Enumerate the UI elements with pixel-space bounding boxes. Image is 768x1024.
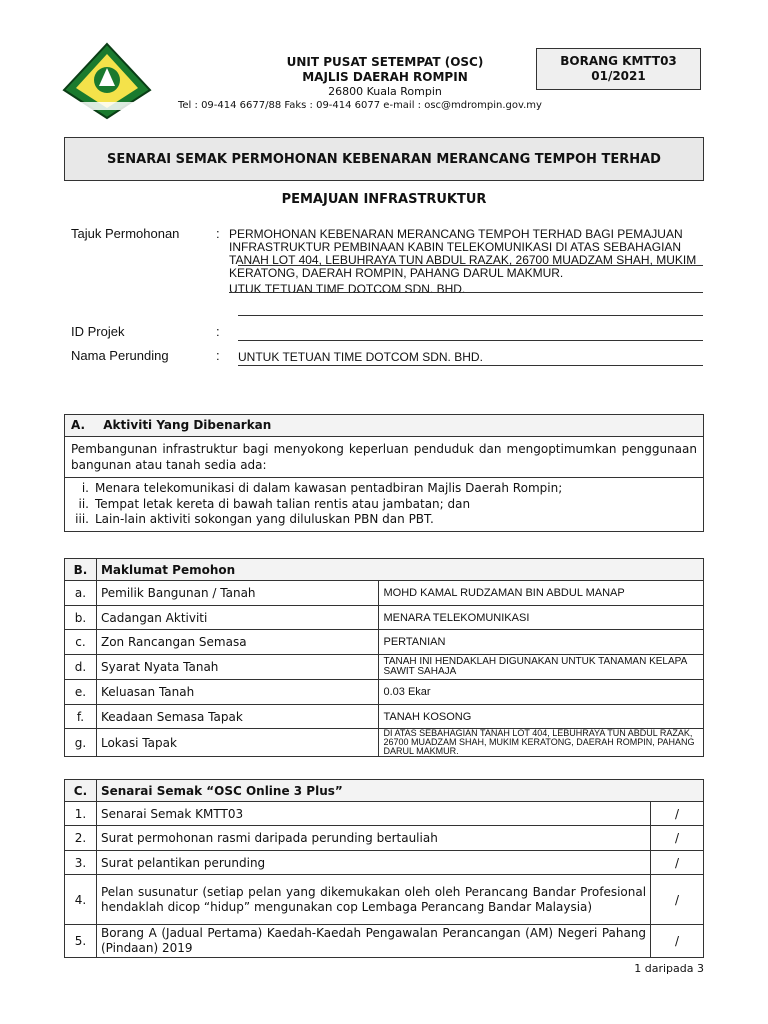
form-date: 01/2021 — [591, 69, 646, 83]
tajuk-value — [229, 228, 729, 296]
list-item: ii. Tempat letak kereta di bawah talian rentis atau jambatan; dan — [78, 496, 471, 511]
table-row — [65, 851, 704, 875]
section-c-table — [64, 779, 704, 958]
section-b-heading: Maklumat Pemohon — [96, 559, 703, 581]
table-row — [65, 705, 704, 729]
check-mark: / — [651, 802, 704, 826]
id-projek-colon: : — [216, 324, 220, 339]
table-row — [65, 680, 704, 705]
row-num: e. — [65, 680, 97, 705]
table-row — [65, 606, 704, 630]
row-text: Borang A (Jadual Pertama) Kaedah-Kaedah Pengawalan Perancangan (AM) Negeri Pahang (Pindaan) 2019 — [96, 925, 650, 958]
page-number: 1 daripada 3 — [634, 962, 704, 975]
id-projek-label: ID Projek — [71, 324, 125, 339]
underline — [229, 292, 703, 293]
underline — [238, 265, 703, 266]
row-num: 4. — [65, 875, 97, 925]
row-label: Syarat Nyata Tanah — [96, 655, 379, 680]
section-b-table — [64, 558, 704, 757]
tajuk-line: UTUK TETUAN TIME DOTCOM SDN. BHD. — [229, 282, 466, 296]
row-text: Senarai Semak KMTT03 — [96, 802, 650, 826]
row-text: Surat permohonan rasmi daripada perunding bertauliah — [96, 826, 650, 851]
org-contact: Tel : 09-414 6677/88 Faks : 09-414 6077 e-mail : osc@mdrompin.gov.my — [178, 100, 542, 111]
section-c-header — [65, 780, 704, 802]
row-num: c. — [65, 630, 97, 655]
table-row — [65, 630, 704, 655]
table-row — [65, 802, 704, 826]
underline — [238, 340, 703, 341]
row-num: 5. — [65, 925, 97, 958]
org-name-line2: MAJLIS DAERAH ROMPIN — [302, 70, 468, 84]
section-b-header — [65, 559, 704, 581]
row-value: TANAH INI HENDAKLAH DIGUNAKAN UNTUK TANAMAN KELAPA SAWIT SAHAJA — [379, 655, 704, 680]
row-value: MENARA TELEKOMUNIKASI — [379, 606, 704, 630]
tajuk-colon: : — [216, 226, 220, 241]
row-label: Keluasan Tanah — [96, 680, 379, 705]
row-num: f. — [65, 705, 97, 729]
tajuk-line: TANAH LOT 404, LEBUHRAYA TUN ABDUL RAZAK, 26700 MUADZAM SHAH, MUKIM — [229, 253, 697, 267]
tajuk-label: Tajuk Permohonan — [71, 226, 180, 241]
row-num: d. — [65, 655, 97, 680]
row-text: Surat pelantikan perunding — [96, 851, 650, 875]
row-num: g. — [65, 729, 97, 757]
list-item: iii. Lain-lain aktiviti sokongan yang diluluskan PBN dan PBT. — [75, 512, 434, 526]
form-code-box — [536, 48, 701, 90]
perunding-colon: : — [216, 348, 220, 363]
row-value: 0.03 Ekar — [379, 680, 704, 705]
table-row — [65, 826, 704, 851]
perunding-label: Nama Perunding — [71, 348, 169, 363]
section-c-heading: Senarai Semak “OSC Online 3 Plus” — [96, 780, 703, 802]
table-row — [65, 729, 704, 757]
table-row — [65, 925, 704, 958]
check-mark: / — [651, 875, 704, 925]
perunding-value: UNTUK TETUAN TIME DOTCOM SDN. BHD. — [238, 350, 483, 364]
table-row — [65, 655, 704, 680]
row-label: Cadangan Aktiviti — [96, 606, 379, 630]
section-a-intro: Pembangunan infrastruktur bagi menyokong keperluan penduduk dan mengoptimumkan penggunaan bangunan atau tanah sedia ada: — [65, 437, 703, 478]
list-item: i. Menara telekomunikasi di dalam kawasan pentadbiran Majlis Daerah Rompin; — [81, 481, 563, 495]
org-name-line1: UNIT PUSAT SETEMPAT (OSC) — [286, 55, 484, 69]
document-title: SENARAI SEMAK PERMOHONAN KEBENARAN MERANCANG TEMPOH TERHAD — [64, 137, 704, 181]
tajuk-line: KERATONG, DAERAH ROMPIN, PAHANG DARUL MAKMUR. — [229, 266, 564, 280]
section-b-letter: B. — [65, 559, 97, 581]
row-value: PERTANIAN — [379, 630, 704, 655]
check-mark: / — [651, 851, 704, 875]
section-a-letter: A. — [71, 418, 86, 432]
row-num: 1. — [65, 802, 97, 826]
row-text: Pelan susunatur (setiap pelan yang dikemukakan oleh oleh Perancang Bandar Profesional hendaklah dicop “hidup” mengunakan cop Lembaga Perancang Bandar Malaysia) — [96, 875, 650, 925]
row-value: MOHD KAMAL RUDZAMAN BIN ABDUL MANAP — [379, 581, 704, 606]
check-mark: / — [651, 826, 704, 851]
row-label: Pemilik Bangunan / Tanah — [96, 581, 379, 606]
row-label: Keadaan Semasa Tapak — [96, 705, 379, 729]
row-num: a. — [65, 581, 97, 606]
table-row — [65, 875, 704, 925]
form-code: BORANG KMTT03 — [560, 54, 677, 68]
table-row — [65, 581, 704, 606]
document-subtitle: PEMAJUAN INFRASTRUKTUR — [281, 192, 487, 207]
section-a — [64, 414, 704, 532]
section-a-header — [65, 415, 703, 437]
org-address: 26800 Kuala Rompin — [328, 85, 442, 98]
underline — [238, 365, 703, 366]
row-num: 3. — [65, 851, 97, 875]
row-label: Zon Rancangan Semasa — [96, 630, 379, 655]
section-c-letter: C. — [65, 780, 97, 802]
row-num: 2. — [65, 826, 97, 851]
row-value: TANAH KOSONG — [379, 705, 704, 729]
row-num: b. — [65, 606, 97, 630]
check-mark: / — [651, 925, 704, 958]
section-a-heading: Aktiviti Yang Dibenarkan — [103, 418, 272, 432]
row-label: Lokasi Tapak — [96, 729, 379, 757]
tajuk-line: PERMOHONAN KEBENARAN MERANCANG TEMPOH TERHAD BAGI PEMAJUAN — [229, 227, 683, 241]
section-a-list — [65, 478, 703, 531]
underline — [238, 315, 703, 316]
tajuk-line: INFRASTRUKTUR PEMBINAAN KABIN TELEKOMUNIKASI DI ATAS SEBAHAGIAN — [229, 240, 682, 254]
row-value: DI ATAS SEBAHAGIAN TANAH LOT 404, LEBUHRAYA TUN ABDUL RAZAK, 26700 MUADZAM SHAH, MUKIM KERATONG, DAERAH ROMPIN, PAHANG DARUL MAKMUR. — [379, 729, 704, 757]
